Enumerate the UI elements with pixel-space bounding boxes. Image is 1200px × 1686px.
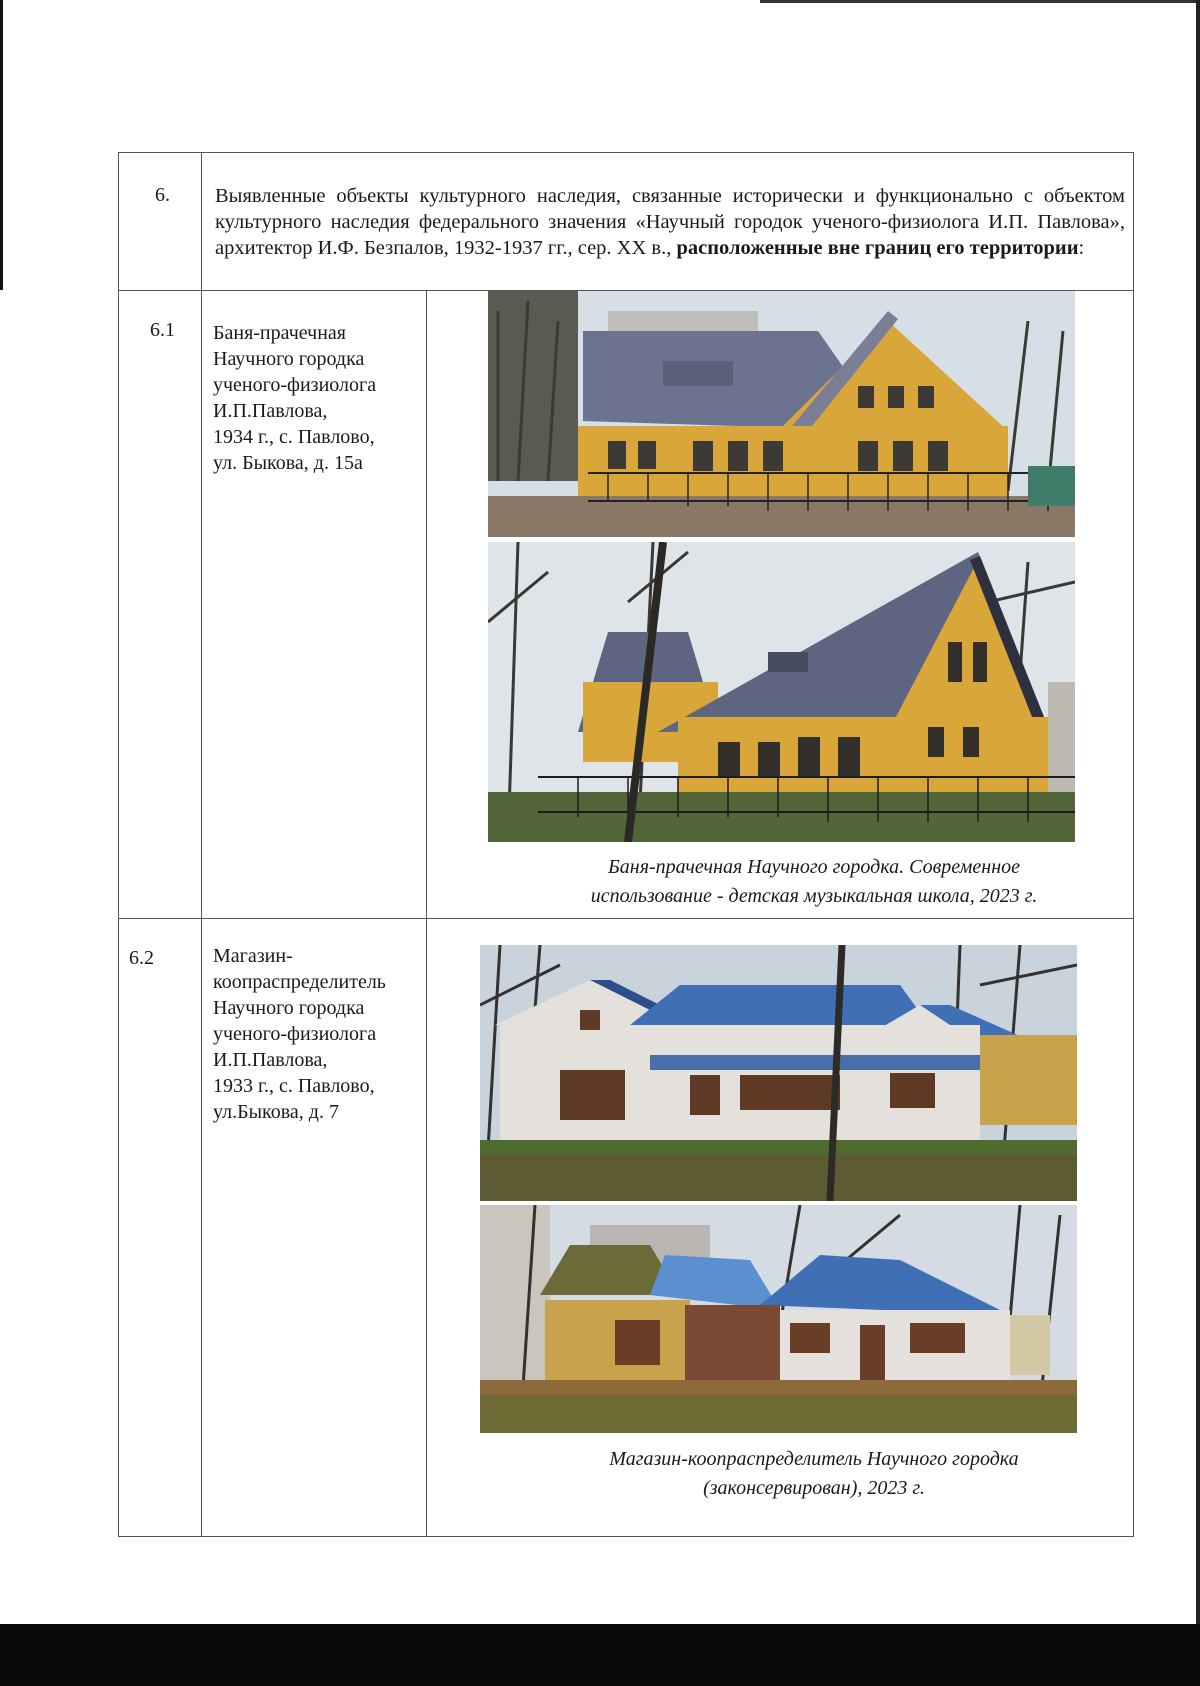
caption-6-1: Баня-прачечная Научного городка. Современное использование - детская музыкальная школа, 2023 г.: [590, 856, 1038, 907]
object-name-6-1: Баня-прачечная Научного городка ученого-физиолога И.П.Павлова, 1934 г., с. Павлово, ул. Быкова, д. 15а: [213, 322, 377, 474]
photo-store-rear: [480, 1205, 1077, 1433]
photo-bathhouse-side: [488, 542, 1075, 842]
col-divider-number: [201, 153, 202, 1536]
caption-6-2: Магазин-коопраспределитель Научного городка (законсервирован), 2023 г.: [609, 1448, 1019, 1499]
row-number-6-1: 6.1: [150, 319, 175, 341]
photo-bathhouse-front: [488, 291, 1075, 537]
row-6-1-bottom: [119, 918, 1133, 919]
heritage-table: [118, 152, 1134, 1537]
scan-edge-right: [1196, 0, 1200, 1686]
header-text: Выявленные объекты культурного наследия, связанные исторически и функционально с объектом культурного наследия федерального значения «Научный городок ученого-физиолога И.П. Павлова», архитектор И.Ф. Безпалов, 1932-1937 гг., сер. XX в., расположенные вне границ его территории:: [215, 185, 1125, 259]
header-bold-text: расположенные вне границ его территории: [676, 237, 1079, 259]
header-number: 6.: [155, 184, 170, 206]
col-divider-name: [426, 290, 427, 1536]
scan-edge-left: [0, 0, 3, 290]
photo-store-front: [480, 945, 1077, 1201]
scan-edge-top: [760, 0, 1200, 3]
row-number-6-2: 6.2: [129, 947, 154, 969]
scan-bottom-band: [0, 1624, 1200, 1686]
object-name-6-2: Магазин- коопраспределитель Научного городка ученого-физиолога И.П.Павлова, 1933 г., с. Павлово, ул.Быкова, д. 7: [213, 945, 386, 1123]
